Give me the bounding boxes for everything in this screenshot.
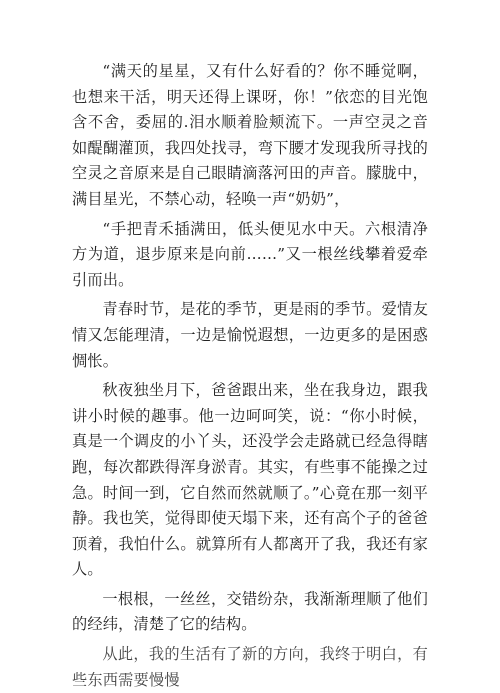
paragraph: 青春时节，是花的季节，更是雨的季节。爱情友情又怎能理清，一边是愉悦遐想，一边更多的是困惑惆怅。 <box>72 300 428 370</box>
paragraph: “手把青禾插满田，低头便见水中天。六根清净方为道，退步原来是向前……”又一根丝线攀着爱牵引而出。 <box>72 219 428 289</box>
paragraph: 一根根，一丝丝，交错纷杂，我渐渐理顺了他们的经纬，清楚了它的结构。 <box>72 589 428 634</box>
article-body <box>72 59 428 689</box>
paragraph-cut-off: 从此，我的生活有了新的方向，我终于明白，有些东西需要慢慢 <box>72 645 428 689</box>
paragraph: “满天的星星，又有什么好看的？你不睡觉啊，也想来干活，明天还得上课呀，你！”依恋的目光饱含不舍，委屈的.泪水顺着脸颊流下。一声空灵之音如醍醐灌顶，我四处找寻，弯下腰才发现我所寻找的空灵之音原来是自己眼睛滴落河田的声音。朦胧中，满目星光，不禁心动，轻唤一声“奶奶”， <box>72 62 428 208</box>
paragraph: 秋夜独坐月下，爸爸跟出来，坐在我身边，跟我讲小时候的趣事。他一边呵呵笑，说：“你小时候，真是一个调皮的小丫头，还没学会走路就已经急得瞎跑，每次都跌得浑身淤青。其实，有些事不能操之过急。时间一到，它自然而然就顺了。”心竟在那一刻平静。我也笑，觉得即使天塌下来，还有高个子的爸爸顶着，我怕什么。就算所有人都离开了我，我还有家人。 <box>72 381 428 579</box>
